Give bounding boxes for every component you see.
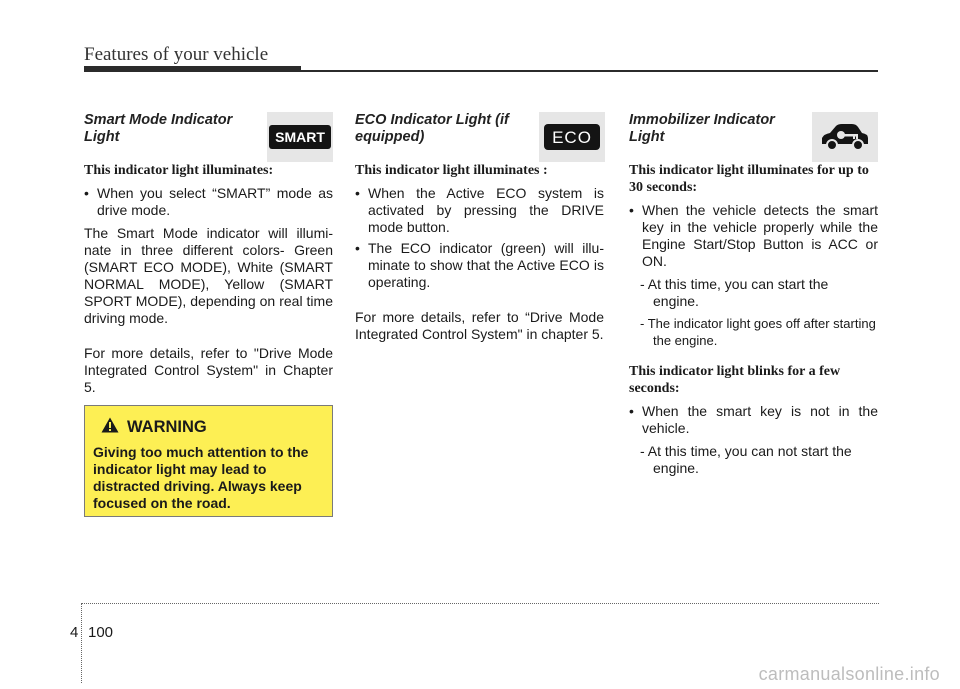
svg-text:ECO: ECO (552, 128, 592, 147)
eco-section (355, 112, 604, 361)
warning-title: WARNING (127, 417, 207, 436)
watermark: carmanualsonline.info (758, 664, 940, 684)
page-header-title: Features of your vehicle (84, 44, 269, 65)
chapter-number: 4 (70, 624, 79, 641)
footer-rule (81, 603, 879, 604)
smart-indicator-icon (267, 112, 333, 162)
smart-paragraph-colors: The Smart Mode indicator will illumi-nate in three different colors- Green (SMART ECO MODE), White (SMART NORMAL MODE), Yellow (SMART SPORT MODE), depending on real time driving mode. (84, 225, 333, 326)
immobilizer-bullets-2 (629, 403, 878, 437)
eco-bullets (355, 185, 604, 291)
list-item: - At this time, you can not start the engine. (640, 443, 852, 476)
immobilizer-dash-list-2 (629, 443, 878, 477)
list-item: - At this time, you can start the engine. (640, 276, 829, 309)
car-key-icon (812, 112, 878, 162)
list-item: • When the vehicle detects the smart key in the vehicle properly while the Engine Start/Stop Button is ACC or ON. (629, 202, 878, 270)
eco-paragraph-reference: For more details, refer to “Drive Mode Integrated Control System" in chapter 5. (355, 309, 604, 342)
header-rule-thin (301, 70, 878, 72)
warning-box (84, 405, 333, 517)
eco-title: ECO Indicator Light (if equipped) (355, 112, 509, 145)
immobilizer-section (629, 112, 878, 485)
list-item: - The indicator light goes off after starting the engine. (640, 316, 876, 348)
warning-text: Giving too much attention to the indicator light may lead to distracted driving. Always keep focused on the road. (93, 444, 309, 511)
eco-lead: This indicator light illuminates : (355, 163, 548, 178)
immobilizer-lead-blinks: This indicator light blinks for a few seconds: (629, 364, 841, 396)
immobilizer-dash-list-1 (629, 276, 878, 349)
warning-triangle-icon (101, 417, 119, 438)
header-rule-thick (84, 66, 301, 72)
immobilizer-lead-illuminates: This indicator light illuminates for up to 30 seconds: (629, 163, 869, 195)
smart-lead: This indicator light illuminates: (84, 163, 274, 178)
list-item: • The ECO indicator (green) will illu-minate to show that the Active ECO is operating. (355, 240, 604, 291)
footer-divider (81, 603, 82, 683)
list-item: • When you select “SMART” mode as drive mode. (84, 185, 333, 219)
list-item: • When the Active ECO system is activated by pressing the DRIVE mode button. (355, 185, 604, 236)
immobilizer-title: Immobilizer Indicator Light (629, 112, 775, 145)
page-number: 100 (88, 624, 114, 641)
smart-paragraph-reference: For more details, refer to "Drive Mode Integrated Control System" in Chapter 5. (84, 345, 333, 395)
eco-indicator-icon (539, 112, 605, 162)
smart-bullets (84, 185, 333, 219)
immobilizer-bullets-1 (629, 202, 878, 270)
smart-mode-title: Smart Mode Indicator Light (84, 112, 233, 145)
smart-mode-section (84, 112, 333, 414)
list-item: • When the smart key is not in the vehicle. (629, 403, 878, 437)
svg-text:SMART: SMART (275, 129, 325, 145)
